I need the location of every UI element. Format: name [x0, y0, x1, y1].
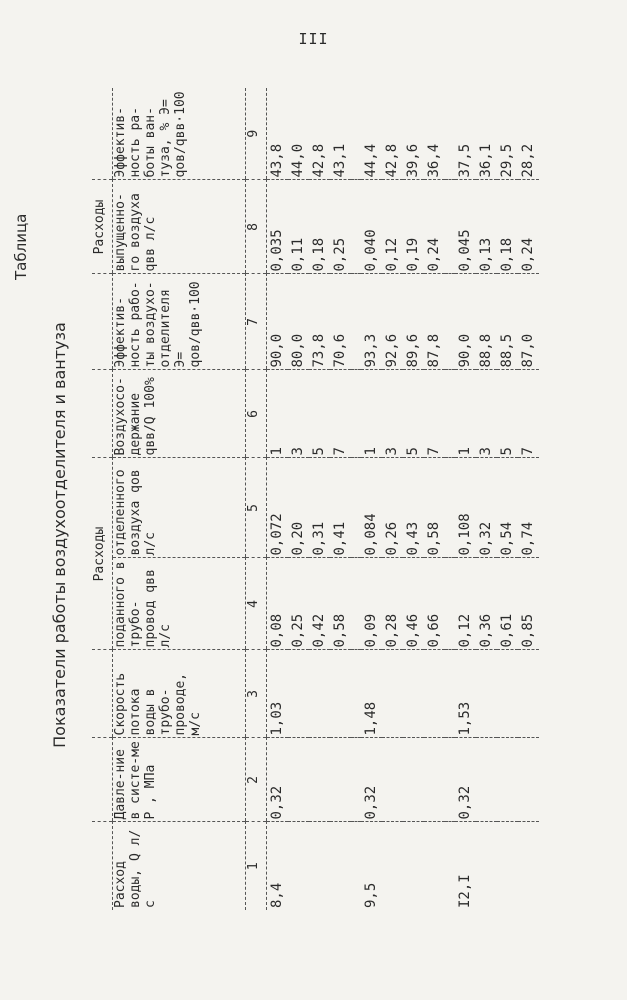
table-row: [330, 88, 351, 910]
column-header-2: Давле-ние в систе-ме P , МПа: [113, 738, 246, 822]
spacer-cell: [351, 650, 361, 738]
spacer-cell: [445, 88, 455, 180]
cell-value: 44,0: [288, 88, 309, 180]
cell-value: 5: [497, 370, 518, 458]
cell-pressure: [330, 738, 351, 822]
cell-value: 1: [361, 370, 382, 458]
cell-value: 7: [424, 370, 445, 458]
cell-value: 36,1: [476, 88, 497, 180]
cell-pressure: [403, 738, 424, 822]
cell-value: 36,4: [424, 88, 445, 180]
cell-value: 42,8: [309, 88, 330, 180]
cell-flow: [309, 822, 330, 910]
cell-flow: [424, 822, 445, 910]
cell-flow: [497, 822, 518, 910]
rotated-table-block: [0, 70, 580, 1000]
spacer-cell: [351, 180, 361, 274]
column-header-4: поданного в трубо-провод qвв л/с: [113, 558, 246, 650]
cell-value: 0,85: [518, 558, 539, 650]
spacer-cell: [351, 274, 361, 370]
column-number-2: 2: [246, 738, 267, 822]
cell-value: 0,18: [309, 180, 330, 274]
spacer-cell: [351, 370, 361, 458]
cell-velocity: 1,53: [455, 650, 476, 738]
column-header-7: Эффектив-ность рабо-ты воздухо-отделителя Э= qов/qвв·100: [113, 274, 246, 370]
column-header-8: выпущенно-го воздуха qвв л/с: [113, 180, 246, 274]
cell-value: 0,46: [403, 558, 424, 650]
cell-value: 43,8: [267, 88, 289, 180]
cell-value: 80,0: [288, 274, 309, 370]
cell-velocity: [382, 650, 403, 738]
cell-value: 0,42: [309, 558, 330, 650]
cell-value: 0,20: [288, 458, 309, 558]
cell-value: 0,045: [455, 180, 476, 274]
cell-flow: [403, 822, 424, 910]
cell-flow: [518, 822, 539, 910]
cell-pressure: [288, 738, 309, 822]
column-number-3: 3: [246, 650, 267, 738]
spacer-cell: [445, 458, 455, 558]
cell-value: 87,0: [518, 274, 539, 370]
table-row: [382, 88, 403, 910]
group-spacer: [92, 822, 113, 910]
table-row: [497, 88, 518, 910]
cell-value: 0,26: [382, 458, 403, 558]
spacer-cell: [445, 822, 455, 910]
cell-value: 0,36: [476, 558, 497, 650]
group-header-flows-2: Расходы: [92, 180, 113, 274]
cell-flow: 8,4: [269, 882, 285, 908]
cell-value: 5: [403, 370, 424, 458]
column-header-6: Воздухосо-держание qвв/Q 100%: [113, 370, 246, 458]
cell-value: 89,6: [403, 274, 424, 370]
group-spacer: [92, 274, 113, 370]
cell-value: 5: [309, 370, 330, 458]
cell-value: 37,5: [455, 88, 476, 180]
group-spacer: [92, 650, 113, 738]
cell-value: 0,13: [476, 180, 497, 274]
cell-value: 3: [288, 370, 309, 458]
column-number-1: 1: [246, 822, 267, 910]
cell-value: 0,25: [288, 558, 309, 650]
column-header-5: отделенного воздуха qов л/с: [113, 458, 246, 558]
table-row: [309, 88, 330, 910]
cell-value: 0,24: [424, 180, 445, 274]
table-row: [476, 88, 497, 910]
cell-velocity: [309, 650, 330, 738]
spacer-cell: [351, 458, 361, 558]
cell-value: 0,040: [361, 180, 382, 274]
cell-value: 0,43: [403, 458, 424, 558]
column-number-8: 8: [246, 180, 267, 274]
cell-value: 90,0: [455, 274, 476, 370]
cell-velocity: [288, 650, 309, 738]
cell-value: 0,12: [455, 558, 476, 650]
table-row: [288, 88, 309, 910]
cell-value: 0,24: [518, 180, 539, 274]
table-label: Таблица: [12, 213, 30, 280]
cell-value: 43,1: [330, 88, 351, 180]
cell-value: 3: [382, 370, 403, 458]
cell-value: 0,12: [382, 180, 403, 274]
cell-value: 29,5: [497, 88, 518, 180]
cell-velocity: [518, 650, 539, 738]
cell-value: 0,11: [288, 180, 309, 274]
spacer-cell: [351, 822, 361, 910]
page-number: III: [298, 30, 329, 48]
cell-value: 90,0: [267, 274, 289, 370]
cell-value: 28,2: [518, 88, 539, 180]
spacer-cell: [351, 738, 361, 822]
column-number-5: 5: [246, 458, 267, 558]
cell-value: 7: [518, 370, 539, 458]
cell-pressure: [518, 738, 539, 822]
table-row: [455, 88, 476, 910]
cell-value: 0,09: [361, 558, 382, 650]
cell-value: 0,74: [518, 458, 539, 558]
cell-value: 1: [455, 370, 476, 458]
cell-velocity: [476, 650, 497, 738]
cell-value: 39,6: [403, 88, 424, 180]
cell-flow: [330, 822, 351, 910]
cell-value: 88,5: [497, 274, 518, 370]
cell-value: 0,19: [403, 180, 424, 274]
cell-value: 0,25: [330, 180, 351, 274]
cell-pressure: [497, 738, 518, 822]
table-row: [424, 88, 445, 910]
spacer-cell: [351, 88, 361, 180]
cell-value: 93,3: [361, 274, 382, 370]
column-number-4: 4: [246, 558, 267, 650]
cell-value: 0,18: [497, 180, 518, 274]
cell-value: 0,108: [455, 458, 476, 558]
spacer-cell: [445, 650, 455, 738]
cell-value: 0,072: [267, 458, 289, 558]
cell-value: 0,58: [424, 458, 445, 558]
cell-value: 0,41: [330, 458, 351, 558]
table-title: Показатели работы воздухоотделителя и вантуза: [50, 322, 69, 748]
spacer-cell: [445, 558, 455, 650]
cell-pressure: [382, 738, 403, 822]
cell-flow: [476, 822, 497, 910]
cell-value: 92,6: [382, 274, 403, 370]
cell-value: 0,32: [476, 458, 497, 558]
cell-value: 0,035: [267, 180, 289, 274]
column-header-9: Эффектив-ность ра-боты ван-туза, % Э= qов/qвв·100: [113, 88, 246, 180]
cell-value: 42,8: [382, 88, 403, 180]
cell-flow: I2,I: [457, 874, 473, 908]
group-spacer: [92, 370, 113, 458]
column-header-3: Скорость потока воды в трубо-проводе, м/с: [113, 650, 246, 738]
column-number-9: 9: [246, 88, 267, 180]
table-row: [267, 88, 289, 910]
table-row: [403, 88, 424, 910]
group-spacer-row: [351, 88, 361, 910]
cell-flow: [382, 822, 403, 910]
column-number-7: 7: [246, 274, 267, 370]
spacer-cell: [445, 180, 455, 274]
cell-velocity: [403, 650, 424, 738]
spacer-cell: [445, 370, 455, 458]
cell-velocity: 1,48: [361, 650, 382, 738]
cell-value: 70,6: [330, 274, 351, 370]
cell-pressure: 0,32: [455, 738, 476, 822]
cell-value: 0,08: [267, 558, 289, 650]
cell-flow: [288, 822, 309, 910]
cell-velocity: [497, 650, 518, 738]
spacer-cell: [351, 558, 361, 650]
column-number-6: 6: [246, 370, 267, 458]
cell-velocity: [424, 650, 445, 738]
cell-value: 0,58: [330, 558, 351, 650]
cell-velocity: 1,03: [267, 650, 289, 738]
cell-flow: 9,5: [363, 882, 379, 908]
table-row: [518, 88, 539, 910]
group-spacer: [92, 738, 113, 822]
cell-pressure: [309, 738, 330, 822]
spacer-cell: [445, 274, 455, 370]
cell-value: 1: [267, 370, 289, 458]
group-spacer-row: [445, 88, 455, 910]
spacer-cell: [445, 738, 455, 822]
cell-value: 87,8: [424, 274, 445, 370]
cell-value: 3: [476, 370, 497, 458]
cell-pressure: 0,32: [361, 738, 382, 822]
cell-value: 7: [330, 370, 351, 458]
cell-value: 0,28: [382, 558, 403, 650]
cell-value: 0,31: [309, 458, 330, 558]
group-spacer: [92, 88, 113, 180]
table-row: [361, 88, 382, 910]
performance-table: [92, 88, 539, 910]
cell-value: 0,66: [424, 558, 445, 650]
cell-pressure: [424, 738, 445, 822]
cell-value: 44,4: [361, 88, 382, 180]
cell-pressure: 0,32: [267, 738, 289, 822]
cell-value: 73,8: [309, 274, 330, 370]
cell-velocity: [330, 650, 351, 738]
cell-value: 0,61: [497, 558, 518, 650]
column-header-1: Расход воды, Q л/с: [113, 822, 246, 910]
cell-pressure: [476, 738, 497, 822]
cell-value: 0,084: [361, 458, 382, 558]
cell-value: 88,8: [476, 274, 497, 370]
cell-value: 0,54: [497, 458, 518, 558]
group-header-flows: Расходы: [92, 458, 113, 650]
